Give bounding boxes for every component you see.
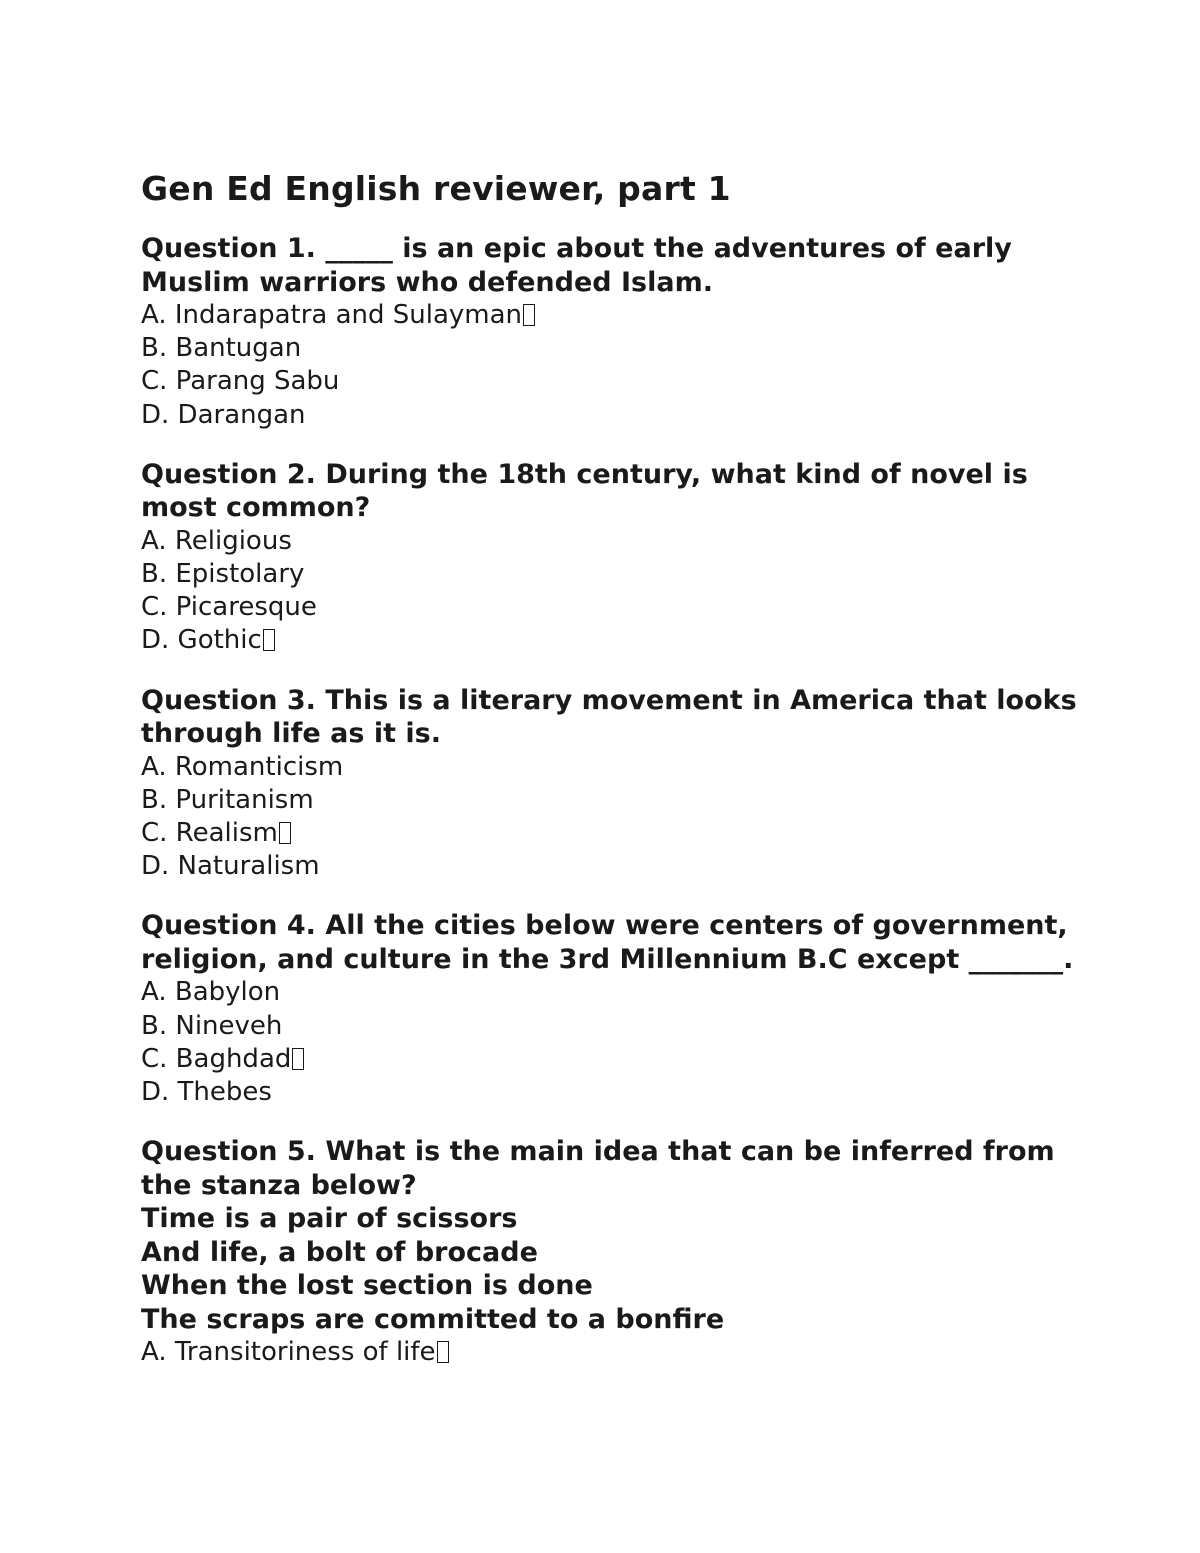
stanza-line: Time is a pair of scissors [141,1203,518,1235]
stanza-line: When the lost section is done [141,1270,593,1302]
option-a [141,525,1081,558]
option-label: C. Realism [141,818,278,849]
option-label: A. Transitoriness of life [141,1337,436,1368]
option-d [141,850,1081,883]
check-box-icon [279,822,291,844]
option-label: D. Gothic [141,625,262,656]
option-label: A. Indarapatra and Sulayman [141,300,523,330]
option-c [141,591,1081,624]
option-label: D. Naturalism [141,851,320,882]
check-box-icon [292,1048,304,1070]
option-label: C. Parang Sabu [141,366,340,397]
option-b [141,784,1081,817]
option-label: B. Bantugan [141,333,302,364]
question-1 [141,232,1081,432]
option-label: C. Baghdad [141,1043,292,1074]
option-label: A. Romanticism [141,751,344,782]
option-a [141,751,1081,784]
check-box-icon [263,629,275,651]
question-2 [141,458,1081,658]
stanza-line: The scraps are committed to a bonfire [141,1303,725,1335]
question-prompt: Question 5. What is the main idea that can be inferred from the stanza below? [141,1136,1055,1201]
question-prompt: Question 3. This is a literary movement in America that looks through life as it is. [141,684,1077,750]
question-prompt: Question 4. All the cities below were centers of government, religion, and culture in the 3rd Millennium B.C except _______. [141,910,1074,975]
page-title: Gen Ed English reviewer, part 1 [141,169,731,208]
option-b [141,1010,1081,1043]
option-d [141,1076,1081,1109]
check-box-icon [437,1341,449,1363]
option-label: B. Puritanism [141,784,314,815]
question-5 [141,1135,1081,1369]
question-3 [141,684,1081,884]
option-c [141,365,1081,398]
document-page [141,168,1081,1395]
option-label: A. Religious [141,525,292,556]
option-c [141,817,1081,850]
option-label: D. Thebes [141,1077,272,1108]
option-a [141,976,1081,1009]
option-label: C. Picaresque [141,592,317,623]
question-prompt: Question 1. _____ is an epic about the adventures of early Muslim warriors who defended Islam. [141,233,1012,298]
option-c [141,1043,1081,1076]
option-a [141,299,1081,332]
check-box-icon [523,304,535,326]
option-d [141,399,1081,432]
option-a [141,1336,1081,1369]
option-label: D. Darangan [141,399,306,430]
stanza-line: And life, a bolt of brocade [141,1236,538,1268]
question-4 [141,909,1081,1109]
option-b [141,558,1081,591]
option-d [141,624,1081,657]
option-label: B. Nineveh [141,1010,283,1041]
option-b [141,332,1081,365]
option-label: B. Epistolary [141,559,305,590]
option-label: A. Babylon [141,977,281,1008]
question-prompt: Question 2. During the 18th century, what kind of novel is most common? [141,458,1028,524]
